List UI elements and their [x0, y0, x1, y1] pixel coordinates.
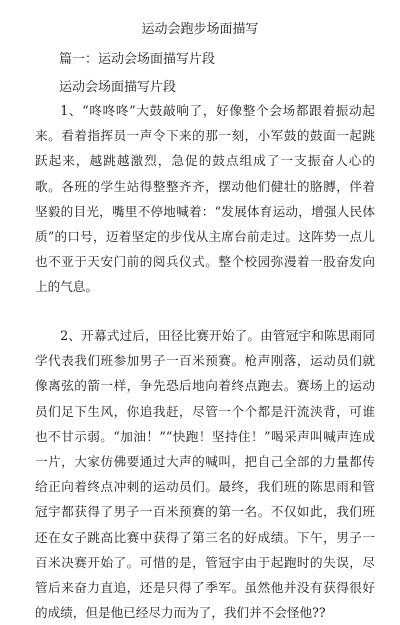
document-title: 运动会跑步场面描写	[141, 22, 259, 37]
paragraph-2: 2、开幕式过后，田径比赛开始了。由管冠宇和陈思雨同学代表我们班参加男子一百米预赛。枪声刚落，运动员们就像离弦的箭一样，争先恐后地向着终点跑去。赛场上的运动员们足下生风，你追我赶，尽管一个个都是汗流浃背，可谁也不甘示弱。“加油！”“快跑！坚持住！”喝采声叫喊声连成一片，大家仿佛要通过大声的喊叫，把自己全部的力量都传给正向着终点冲刺的运动员们。最终，我们班的陈思雨和管冠宇都获得了男子一百米预赛的第一名。不仅如此，我们班还在女子跳高比赛中获得了第三名的好成绩。下午，男子一百米决赛开始了。可惜的是，管冠宇由于起跑时的失误，尽管后来奋力直追，还是只得了季军。虽然他并没有获得很好的成绩，但是他已经尽力而为了，我们并不会怪他??	[35, 328, 375, 621]
subsection-heading: 运动会场面描写片段	[59, 80, 177, 95]
section-heading: 篇一：运动会场面描写片段	[59, 52, 216, 67]
paragraph-1: 1、“咚咚咚”大鼓敲响了，好像整个会场都跟着振动起来。看着指挥员一声令下来的那一刻，小军鼓的鼓面一起跳跃起来，越跳越激烈，急促的鼓点组成了一支振奋人心的歌。各班的学生站得整整齐齐，摆动他们健壮的胳膊，伴着坚毅的目光，嘴里不停地喊着：“发展体育运动，增强人民体质”的口号，迈着坚定的步伐从主席台前走过。这阵势一点儿也不亚于天安门前的阅兵仪式。整个校园弥漫着一股奋发向上的气息。	[35, 103, 375, 295]
